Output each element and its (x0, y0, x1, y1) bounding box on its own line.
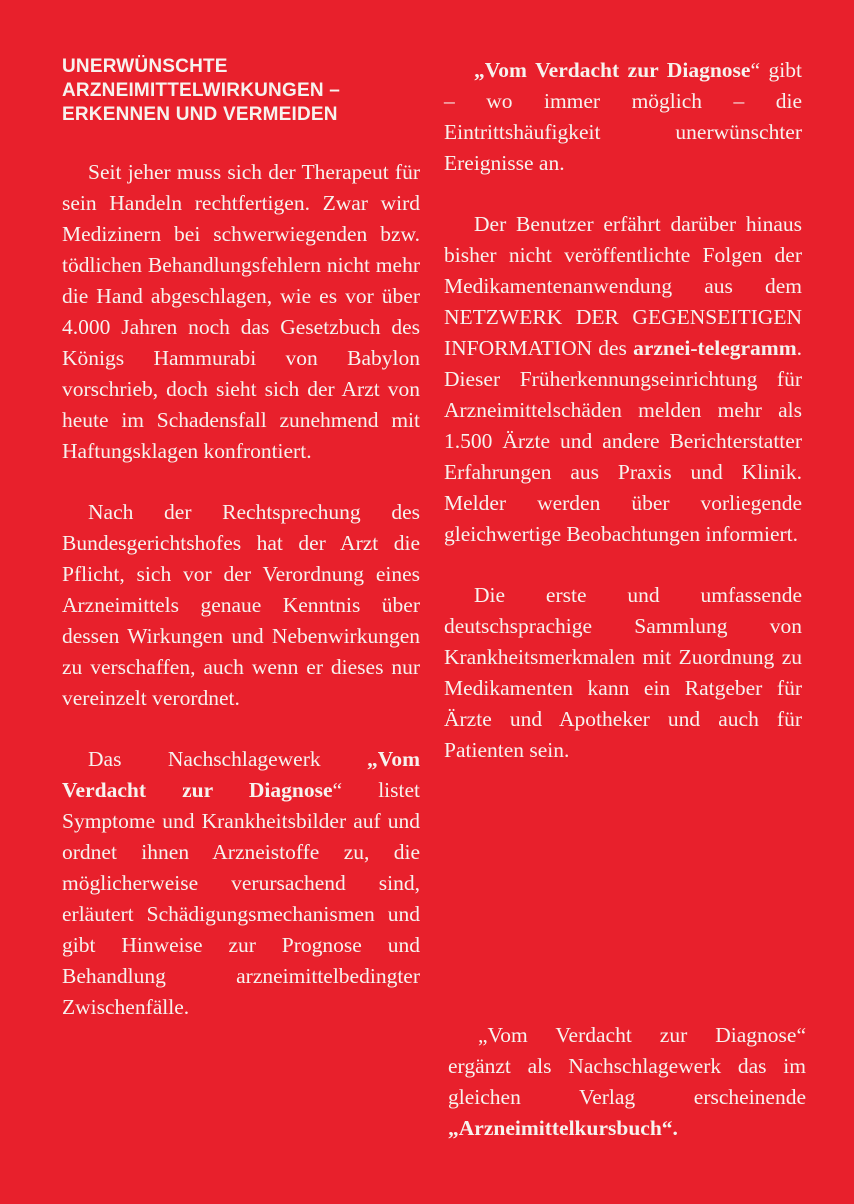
section-heading (62, 55, 420, 127)
book-title: „Vom Verdacht zur Diagnose (62, 747, 420, 802)
paragraph-text: . Dieser Früherkennungseinrichtung für Arzneimittelschäden melden mehr als 1.500 Ärzte und andere Berichterstatter Erfahrungen aus Praxis und Klinik. Melder werden über vorliegende gleichwertige Beobachtungen informiert. (444, 336, 802, 546)
paragraph-text: “ gibt – wo immer möglich – die Eintrittshäufigkeit unerwünschter Ereignisse an. (444, 58, 802, 175)
paragraph-network (444, 209, 802, 550)
paragraph-frequency (444, 55, 802, 179)
left-column (62, 55, 420, 1053)
paragraph-text: Das Nachschlagewerk (88, 747, 368, 771)
closing-note (448, 1020, 806, 1144)
heading-line-1: UNERWÜNSCHTE (62, 56, 228, 77)
paragraph-case-law: Nach der Rechtsprechung des Bundesgerichtshofes hat der Arzt die Pflicht, sich vor der Verordnung eines Arzneimittels genaue Kenntnis über dessen Wirkungen und Nebenwirkungen zu verschaffen, auch wenn er dieses nur vereinzelt verordnet. (62, 500, 420, 710)
right-column (444, 55, 802, 796)
companion-book-title: „Arzneimittelkursbuch“. (448, 1116, 678, 1140)
paragraph-text: “ listet Symptome und Krankheitsbilder auf und ordnet ihnen Arzneistoffe zu, die möglicherweise verursachend sind, erläutert Schädigungsmechanismen und gibt Hinweise zur Prognose und Behandlung arzneimittelbedingter Zwischenfälle. (62, 778, 420, 1019)
publication-name: arznei-telegramm (633, 336, 797, 360)
paragraph-reference-work (62, 744, 420, 1023)
heading-line-3: ERKENNEN UND VERMEIDEN (62, 104, 338, 125)
closing-paragraph (448, 1020, 806, 1144)
book-title: „Vom Verdacht zur Diagnose (474, 58, 751, 82)
heading-line-2: ARZNEIMITTELWIRKUNGEN – (62, 80, 340, 101)
paragraph-text: „Vom Verdacht zur Diagnose“ ergänzt als Nachschlagewerk das im gleichen Verlag erscheinende (448, 1023, 806, 1109)
paragraph-therapist-justification: Seit jeher muss sich der Therapeut für sein Handeln rechtfertigen. Zwar wird Medizinern bei schwerwiegenden bzw. tödlichen Behandlungsfehlern nicht mehr die Hand abgeschlagen, wie es vor über 4.000 Jahren noch das Gesetzbuch des Königs Hammurabi von Babylon vorschrieb, doch sieht sich der Arzt von heute im Schadensfall zunehmend mit Haftungsklagen konfrontiert. (62, 160, 420, 463)
paragraph-text: Der Benutzer erfährt darüber hinaus bisher nicht veröffentlichte Folgen der Medikamentenanwendung aus dem NETZWERK DER GEGENSEITIGEN INFORMATION des (444, 212, 802, 360)
paragraph-collection: Die erste und umfassende deutschsprachige Sammlung von Krankheitsmerkmalen mit Zuordnung zu Medikamenten kann ein Ratgeber für Ärzte und Apotheker und auch für Patienten sein. (444, 583, 802, 762)
